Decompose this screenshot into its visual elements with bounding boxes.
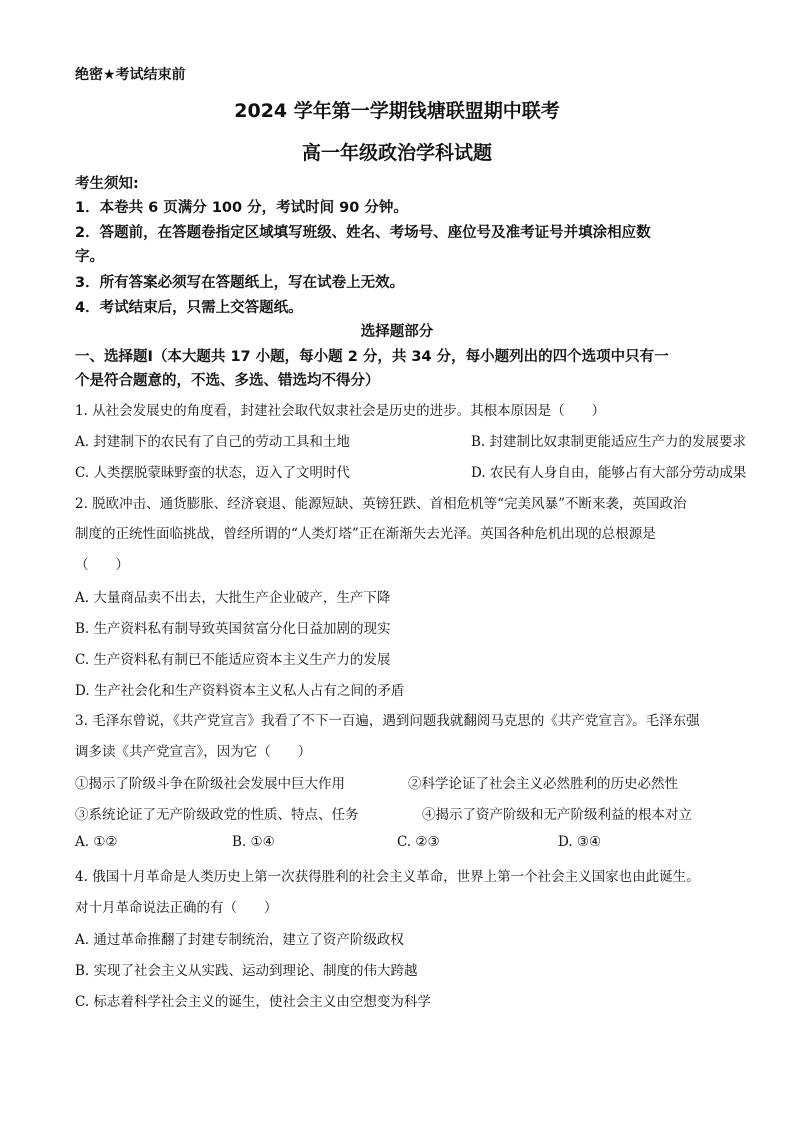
notice-item: 1．本卷共 6 页满分 100 分，考试时间 90 分钟。 (75, 200, 408, 216)
question-3-statements-row (75, 803, 692, 823)
option-b: B. 实现了社会主义从实践、运动到理论、制度的伟大跨越 (75, 963, 418, 979)
question-2-stem: （ ） (75, 557, 129, 573)
section-instructions: 一、选择题Ⅰ（本大题共 17 小题，每小题 2 分，共 34 分，每小题列出的四个选项中只有一 (75, 349, 669, 365)
statement-1: ①揭示了阶级斗争在阶级社会发展中巨大作用 (75, 776, 345, 792)
question-3-statements-row (75, 772, 678, 792)
option-a: A. 封建制下的农民有了自己的劳动工具和土地 (75, 434, 350, 450)
option-d: D. 农民有人身自由，能够占有大部分劳动成果 (471, 465, 747, 481)
question-3-stem: 调多读《共产党宣言》，因为它（ ） (75, 744, 312, 760)
notice-heading: 考生须知: (75, 176, 139, 192)
question-1-options-row (75, 461, 747, 481)
option-c: C. ②③ (397, 834, 440, 850)
question-4-stem: 4. 俄国十月革命是人类历史上第一次获得胜利的社会主义革命，世界上第一个社会主义国家也由此诞生。 (75, 869, 700, 885)
option-b: B. ①④ (232, 834, 275, 850)
question-3-options-row (75, 834, 602, 850)
statement-4: ④揭示了资产阶级和无产阶级利益的根本对立 (422, 807, 692, 823)
notice-item: 2．答题前，在答题卷指定区域填写班级、姓名、考场号、座位号及准考证号并填涂相应数 (75, 225, 651, 241)
question-1-options-row (75, 430, 747, 450)
option-a: A. ①② (75, 834, 118, 850)
option-a: A. 通过革命推翻了封建专制统治，建立了资产阶级政权 (75, 932, 404, 948)
notice-item: 字。 (75, 249, 104, 265)
notice-item: 4．考试结束后，只需上交答题纸。 (75, 300, 303, 316)
option-c: C. 人类摆脱蒙昧野蛮的状态，迈入了文明时代 (75, 465, 350, 481)
option-a: A. 大量商品卖不出去，大批生产企业破产，生产下降 (75, 590, 391, 606)
question-2-stem: 2. 脱欧冲击、通货膨胀、经济衰退、能源短缺、英镑狂跌、首相危机等“完美风暴”不断来袭，英国政治 (75, 496, 687, 512)
option-c: C. 标志着科学社会主义的诞生，使社会主义由空想变为科学 (75, 994, 431, 1010)
section-instructions: 个是符合题意的，不选、多选、错选均不得分） (75, 373, 380, 389)
exam-title: 2024 学年第一学期钱塘联盟期中联考 (234, 100, 560, 122)
statement-3: ③系统论证了无产阶级政党的性质、特点、任务 (75, 807, 359, 823)
option-b: B. 生产资料私有制导致英国贫富分化日益加剧的现实 (75, 621, 391, 637)
option-b: B. 封建制比奴隶制更能适应生产力的发展要求 (471, 434, 747, 450)
statement-2: ②科学论证了社会主义必然胜利的历史必然性 (408, 776, 678, 792)
section-heading: 选择题部分 (360, 324, 434, 340)
question-4-stem: 对十月革命说法正确的有（ ） (75, 900, 278, 916)
question-3-stem: 3. 毛泽东曾说，《共产党宣言》我看了不下一百遍，遇到问题我就翻阅马克思的《共产党宣言》。毛泽东强 (75, 713, 700, 729)
notice-item: 3．所有答案必须写在答题纸上，写在试卷上无效。 (75, 275, 405, 291)
question-1-stem: 1. 从社会发展史的角度看，封建社会取代奴隶社会是历史的进步。其根本原因是（ ） (75, 403, 606, 419)
option-d: D. ③④ (558, 834, 602, 850)
question-2-stem: 制度的正统性面临挑战，曾经所谓的“人类灯塔”正在渐渐失去光泽。英国各种危机出现的总根源是 (75, 526, 656, 542)
confidential-label: 绝密★考试结束前 (75, 67, 186, 83)
option-d: D. 生产社会化和生产资料资本主义私人占有之间的矛盾 (75, 683, 405, 699)
option-c: C. 生产资料私有制已不能适应资本主义生产力的发展 (75, 652, 391, 668)
exam-subtitle: 高一年级政治学科试题 (301, 142, 492, 164)
